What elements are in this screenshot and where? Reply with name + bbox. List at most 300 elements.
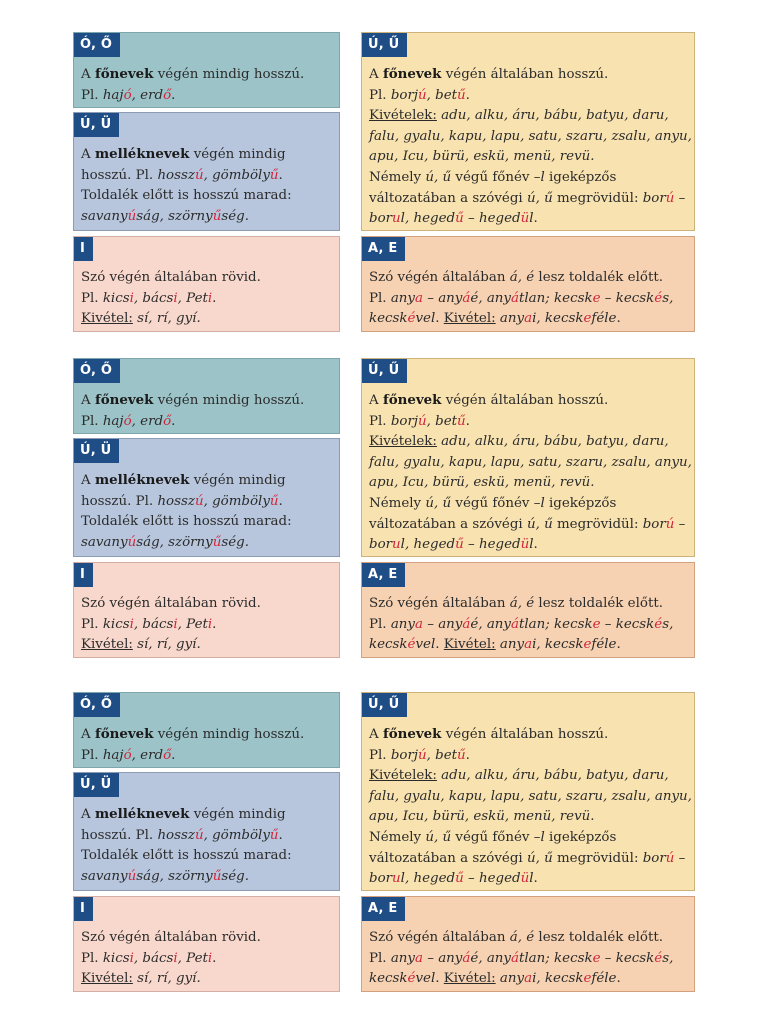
text-segment: Pet xyxy=(186,950,208,966)
text-segment: . xyxy=(212,950,217,966)
highlighted-letter: ú xyxy=(665,850,675,866)
text-segment: tlan; xyxy=(519,950,555,966)
text-segment: bor xyxy=(642,850,666,866)
highlighted-letter: é xyxy=(407,311,416,327)
text-segment: borj xyxy=(390,747,418,763)
text-line xyxy=(369,390,686,412)
text-line xyxy=(369,535,686,556)
text-segment: kics xyxy=(102,290,130,306)
text-line xyxy=(369,766,686,787)
text-segment: kecsk xyxy=(544,311,584,327)
highlighted-letter: ú xyxy=(194,827,204,843)
highlighted-letter: ű xyxy=(457,87,466,103)
text-segment: – xyxy=(600,616,616,632)
highlighted-letter: ú xyxy=(665,516,675,532)
text-line xyxy=(81,594,331,615)
text-segment: – xyxy=(600,290,616,306)
text-segment: Pet xyxy=(186,616,208,632)
text-line xyxy=(369,869,686,890)
text-segment: Kivétel: xyxy=(81,637,133,653)
text-segment: erd xyxy=(140,413,164,429)
text-segment: á, é xyxy=(509,596,535,611)
card-ae xyxy=(361,236,695,332)
text-segment: A xyxy=(81,393,95,408)
text-line xyxy=(369,928,686,949)
highlighted-letter: e xyxy=(592,616,601,632)
card-tag: Ú, Ű xyxy=(362,359,407,383)
text-segment: Kivételek: xyxy=(369,768,437,784)
text-line xyxy=(369,494,686,515)
highlighted-letter: ü xyxy=(520,871,530,887)
card-uu2 xyxy=(73,772,340,891)
text-segment: Kivétel: xyxy=(443,311,496,327)
highlighted-letter: ü xyxy=(520,537,530,553)
highlighted-letter: ő xyxy=(163,87,172,103)
text-segment: Pl. xyxy=(81,616,103,632)
text-segment: ú, ű xyxy=(526,516,553,532)
text-segment: haj xyxy=(102,87,124,103)
text-line xyxy=(369,64,686,86)
text-segment: falu, gyalu, kapu, lapu, satu, szaru, zsalu, anyu, xyxy=(369,788,692,804)
text-segment: l xyxy=(540,169,545,185)
text-segment: any xyxy=(486,950,512,966)
text-segment: erd xyxy=(140,747,164,763)
card-tag: A, E xyxy=(362,237,405,261)
text-segment: Pet xyxy=(186,290,208,306)
text-segment: Némely xyxy=(369,495,426,511)
text-segment: ú, ű xyxy=(526,850,553,866)
text-segment: kecsk xyxy=(544,637,584,653)
highlighted-letter: ú xyxy=(418,747,427,763)
text-segment: hossz xyxy=(157,827,195,843)
text-line xyxy=(369,807,686,828)
highlighted-letter: á xyxy=(511,616,519,632)
text-segment: bor xyxy=(642,190,666,206)
highlighted-letter: ú xyxy=(418,413,427,429)
text-line xyxy=(369,849,686,870)
text-segment: . xyxy=(465,413,470,429)
text-segment: bor xyxy=(369,537,393,553)
highlighted-letter: ú xyxy=(127,868,137,884)
text-segment: ség. xyxy=(221,208,250,224)
text-line xyxy=(369,86,686,107)
text-segment: A xyxy=(81,473,95,488)
text-line xyxy=(81,867,331,888)
text-segment: igeképzős xyxy=(544,169,617,185)
text-segment: heged xyxy=(413,537,456,553)
text-line xyxy=(369,189,686,210)
highlighted-letter: ő xyxy=(163,747,172,763)
text-segment: – xyxy=(422,290,439,306)
card-uu2 xyxy=(73,438,340,557)
text-segment: s, xyxy=(662,290,674,306)
text-segment: ség. xyxy=(221,534,250,550)
highlighted-letter: ú xyxy=(127,534,137,550)
text-segment: főnevek xyxy=(94,726,154,742)
text-segment: kecsk xyxy=(369,971,408,987)
text-segment: kecsk xyxy=(369,637,408,653)
text-segment: Pl. xyxy=(369,616,391,632)
highlighted-letter: u xyxy=(392,871,401,887)
text-segment: any xyxy=(486,616,512,632)
text-segment: bács xyxy=(142,290,174,306)
highlighted-letter: i xyxy=(129,290,134,306)
text-line xyxy=(81,186,331,207)
text-segment: Szó végén általában rövid. xyxy=(81,596,261,611)
text-segment: falu, gyalu, kapu, lapu, satu, szaru, zsalu, anyu, xyxy=(369,128,692,144)
text-line xyxy=(81,309,331,330)
text-segment: á, é xyxy=(509,270,535,285)
text-segment: melléknevek xyxy=(94,146,190,162)
text-segment: savany xyxy=(81,534,128,550)
text-segment: főnevek xyxy=(94,66,154,82)
text-segment: A xyxy=(81,807,95,822)
text-segment: Kivételek: xyxy=(369,108,437,124)
text-segment: Pl. xyxy=(81,413,103,429)
text-segment: Pl. xyxy=(369,87,391,103)
card-uu xyxy=(361,358,695,557)
text-segment: i xyxy=(532,637,537,653)
text-segment: any xyxy=(499,637,525,653)
text-segment: l xyxy=(529,211,534,227)
text-segment: sí, rí, gyí. xyxy=(137,637,201,653)
text-segment: Toldalék előtt is hosszú marad: xyxy=(81,514,292,530)
text-segment: Pl. xyxy=(369,747,391,763)
highlighted-letter: ú xyxy=(418,87,427,103)
text-segment: melléknevek xyxy=(94,472,190,488)
text-segment: bor xyxy=(369,211,393,227)
text-segment: , xyxy=(131,87,141,103)
text-segment: . xyxy=(171,747,176,763)
text-segment: haj xyxy=(102,747,124,763)
text-segment: szörny xyxy=(168,534,213,550)
text-line xyxy=(81,412,331,433)
text-segment: vel xyxy=(415,311,436,327)
text-segment: . xyxy=(435,971,444,987)
text-segment: . xyxy=(435,311,444,327)
card-tag: Ú, Ü xyxy=(74,113,119,137)
text-segment: , xyxy=(203,493,213,509)
text-line xyxy=(81,492,331,513)
text-segment: any xyxy=(390,290,415,306)
text-segment: Pl. xyxy=(81,87,103,103)
text-segment: heged xyxy=(478,871,521,887)
highlighted-letter: a xyxy=(415,616,423,632)
text-segment: Némely xyxy=(369,829,426,845)
text-segment: . xyxy=(278,827,283,843)
text-segment: vel xyxy=(415,637,436,653)
text-segment: . xyxy=(616,637,621,653)
text-segment: változatában a szóvégi xyxy=(369,850,527,866)
text-line xyxy=(369,106,686,127)
text-segment: , xyxy=(478,950,487,966)
text-segment: kecsk xyxy=(554,950,593,966)
card-i xyxy=(73,562,340,658)
text-segment: Pl. xyxy=(369,290,391,306)
text-segment: , xyxy=(133,290,143,306)
text-segment: kecsk xyxy=(615,950,655,966)
highlighted-letter: u xyxy=(392,537,401,553)
text-segment: erd xyxy=(140,87,164,103)
text-segment: borj xyxy=(390,87,418,103)
text-segment: , xyxy=(426,87,436,103)
card-tag: Ú, Ű xyxy=(362,33,407,57)
text-segment: sí, rí, gyí. xyxy=(137,971,201,987)
highlighted-letter: ú xyxy=(194,167,204,183)
card-i xyxy=(73,896,340,992)
text-segment: , xyxy=(133,616,143,632)
text-segment: . xyxy=(616,311,621,327)
highlighted-letter: i xyxy=(207,616,213,632)
highlighted-letter: á xyxy=(511,950,519,966)
card-tag: I xyxy=(74,237,93,261)
text-segment: végén mindig xyxy=(189,473,286,488)
text-segment: főnevek xyxy=(382,392,442,408)
text-segment: , xyxy=(404,871,414,887)
text-line xyxy=(81,615,331,636)
text-segment: adu, alku, áru, bábu, batyu, daru, xyxy=(436,108,669,124)
text-segment: megrövidül: xyxy=(552,516,643,532)
text-segment: főnevek xyxy=(382,66,442,82)
highlighted-letter: e xyxy=(583,311,592,327)
text-segment: any xyxy=(486,290,512,306)
text-segment: i xyxy=(532,311,537,327)
text-segment: , xyxy=(426,747,436,763)
text-segment: Pl. xyxy=(369,950,391,966)
text-segment: igeképzős xyxy=(544,829,617,845)
card-i xyxy=(73,236,340,332)
text-segment: végén általában hosszú. xyxy=(441,393,609,408)
text-line xyxy=(369,594,686,615)
text-segment: . xyxy=(533,537,538,553)
text-line xyxy=(369,309,686,330)
text-segment: – xyxy=(422,616,439,632)
text-segment: l xyxy=(529,537,534,553)
text-line xyxy=(369,432,686,453)
text-segment: bács xyxy=(142,950,174,966)
highlighted-letter: a xyxy=(415,950,423,966)
text-segment: szörny xyxy=(168,868,213,884)
text-segment: l xyxy=(540,829,545,845)
text-segment: Toldalék előtt is hosszú marad: xyxy=(81,848,292,864)
highlighted-letter: ó xyxy=(123,87,132,103)
text-segment: kecsk xyxy=(554,616,593,632)
highlighted-letter: i xyxy=(207,950,213,966)
text-segment: ú, ű xyxy=(425,169,452,185)
highlighted-letter: ó xyxy=(123,747,132,763)
card-tag: Ó, Ő xyxy=(74,359,120,383)
highlighted-letter: i xyxy=(173,950,178,966)
text-segment: . xyxy=(465,87,470,103)
text-line xyxy=(81,969,331,990)
text-line xyxy=(81,804,331,826)
text-segment: bor xyxy=(369,871,393,887)
highlighted-letter: i xyxy=(173,290,178,306)
highlighted-letter: e xyxy=(592,950,601,966)
text-line xyxy=(81,949,331,970)
card-tag: Ú, Ű xyxy=(362,693,407,717)
text-segment: Szó végén általában xyxy=(369,930,510,945)
text-segment: é xyxy=(470,290,479,306)
text-segment: bor xyxy=(642,516,666,532)
text-segment: . xyxy=(171,87,176,103)
text-segment: savany xyxy=(81,868,128,884)
text-segment: kecsk xyxy=(554,290,593,306)
text-segment: Némely xyxy=(369,169,426,185)
text-line xyxy=(369,635,686,656)
text-line xyxy=(369,724,686,746)
text-line xyxy=(81,166,331,187)
card-tag: I xyxy=(74,897,93,921)
text-segment: , xyxy=(177,950,187,966)
card-uu xyxy=(361,692,695,891)
text-segment: hossz xyxy=(157,167,195,183)
text-segment: , xyxy=(203,167,213,183)
card-oo xyxy=(73,692,340,768)
highlighted-letter: á xyxy=(511,290,519,306)
text-segment: féle xyxy=(591,971,617,987)
highlighted-letter: a xyxy=(524,311,533,327)
text-line xyxy=(81,289,331,310)
text-segment: A xyxy=(369,67,383,82)
text-segment: . xyxy=(465,747,470,763)
text-segment: any xyxy=(499,311,525,327)
text-segment: kecsk xyxy=(369,311,408,327)
highlighted-letter: ű xyxy=(455,871,464,887)
highlighted-letter: ú xyxy=(194,493,204,509)
card-tag: Ó, Ő xyxy=(74,33,120,57)
text-segment: any xyxy=(390,616,415,632)
text-segment: heged xyxy=(478,537,521,553)
text-segment: hosszú. Pl. xyxy=(81,167,158,183)
text-segment: any xyxy=(438,290,463,306)
text-segment: változatában a szóvégi xyxy=(369,190,527,206)
highlighted-letter: ű xyxy=(269,167,279,183)
text-segment: Pl. xyxy=(369,413,391,429)
text-segment: é xyxy=(470,950,479,966)
text-segment: heged xyxy=(413,871,456,887)
highlighted-letter: ű xyxy=(457,747,466,763)
text-segment: megrövidül: xyxy=(552,850,643,866)
text-segment: ság, xyxy=(136,208,169,224)
text-segment: é xyxy=(470,616,479,632)
text-segment: ság, xyxy=(136,534,169,550)
highlighted-letter: é xyxy=(654,950,663,966)
text-segment: Kivétel: xyxy=(443,637,496,653)
text-segment: , xyxy=(536,637,545,653)
text-segment: sí, rí, gyí. xyxy=(137,311,201,327)
text-segment: – xyxy=(600,950,616,966)
text-segment: tlan; xyxy=(519,616,555,632)
highlighted-letter: i xyxy=(207,290,213,306)
card-ae xyxy=(361,896,695,992)
text-segment: végű főnév – xyxy=(451,495,541,511)
text-line xyxy=(369,787,692,808)
text-line xyxy=(81,533,331,554)
text-line xyxy=(369,289,686,310)
text-segment: A xyxy=(369,727,383,742)
text-segment: vel xyxy=(415,971,436,987)
text-segment: l xyxy=(400,537,405,553)
card-oo xyxy=(73,32,340,108)
text-line xyxy=(369,746,686,767)
text-segment: heged xyxy=(478,211,521,227)
text-segment: A xyxy=(81,67,95,82)
highlighted-letter: e xyxy=(592,290,601,306)
text-line xyxy=(81,390,331,412)
text-segment: , xyxy=(131,413,141,429)
highlighted-letter: á xyxy=(462,616,471,632)
text-segment: , xyxy=(536,311,545,327)
card-ae xyxy=(361,562,695,658)
text-segment: i xyxy=(532,971,537,987)
text-segment: kics xyxy=(102,950,130,966)
text-segment: falu, gyalu, kapu, lapu, satu, szaru, zsalu, anyu, xyxy=(369,454,692,470)
text-segment: borj xyxy=(390,413,418,429)
text-segment: lesz toldalék előtt. xyxy=(534,930,663,945)
text-segment: Pl. xyxy=(81,950,103,966)
text-segment: igeképzős xyxy=(544,495,617,511)
text-line xyxy=(369,828,686,849)
text-segment: hosszú. Pl. xyxy=(81,827,158,843)
text-segment: – xyxy=(422,950,439,966)
text-segment: ú, ű xyxy=(425,495,452,511)
text-line xyxy=(81,746,331,767)
highlighted-letter: e xyxy=(583,637,592,653)
text-segment: főnevek xyxy=(382,726,442,742)
text-segment: , xyxy=(131,747,141,763)
text-segment: Szó végén általában xyxy=(369,596,510,611)
card-tag: Ú, Ü xyxy=(74,773,119,797)
card-oo xyxy=(73,358,340,434)
text-segment: apu, Icu, bürü, eskü, menü, revü. xyxy=(369,149,595,165)
text-segment: – xyxy=(463,871,479,887)
highlighted-letter: é xyxy=(407,971,416,987)
text-segment: végén általában hosszú. xyxy=(441,727,609,742)
text-line xyxy=(369,453,692,474)
text-segment: , xyxy=(133,950,143,966)
text-segment: savany xyxy=(81,208,128,224)
text-segment: tlan; xyxy=(519,290,555,306)
text-segment: , xyxy=(426,413,436,429)
text-line xyxy=(369,268,686,289)
text-segment: hosszú. Pl. xyxy=(81,493,158,509)
text-line xyxy=(81,724,331,746)
text-segment: végén mindig hosszú. xyxy=(153,393,305,408)
text-segment: s, xyxy=(662,616,674,632)
highlighted-letter: é xyxy=(654,290,663,306)
text-segment: l xyxy=(529,871,534,887)
text-segment: Kivételek: xyxy=(369,434,437,450)
text-segment: Szó végén általában xyxy=(369,270,510,285)
text-segment: bács xyxy=(142,616,174,632)
text-segment: Toldalék előtt is hosszú marad: xyxy=(81,188,292,204)
text-segment: A xyxy=(369,393,383,408)
highlighted-letter: ó xyxy=(123,413,132,429)
text-segment: változatában a szóvégi xyxy=(369,516,527,532)
text-segment: kics xyxy=(102,616,130,632)
highlighted-letter: á xyxy=(462,950,471,966)
text-line xyxy=(81,512,331,533)
text-segment: . xyxy=(212,616,217,632)
text-segment: ú, ű xyxy=(425,829,452,845)
text-segment: – xyxy=(463,211,479,227)
text-segment: , xyxy=(536,971,545,987)
text-segment: ság, xyxy=(136,868,169,884)
text-segment: apu, Icu, bürü, eskü, menü, revü. xyxy=(369,809,595,825)
text-segment: Szó végén általában rövid. xyxy=(81,930,261,945)
text-segment: á, é xyxy=(509,930,535,945)
